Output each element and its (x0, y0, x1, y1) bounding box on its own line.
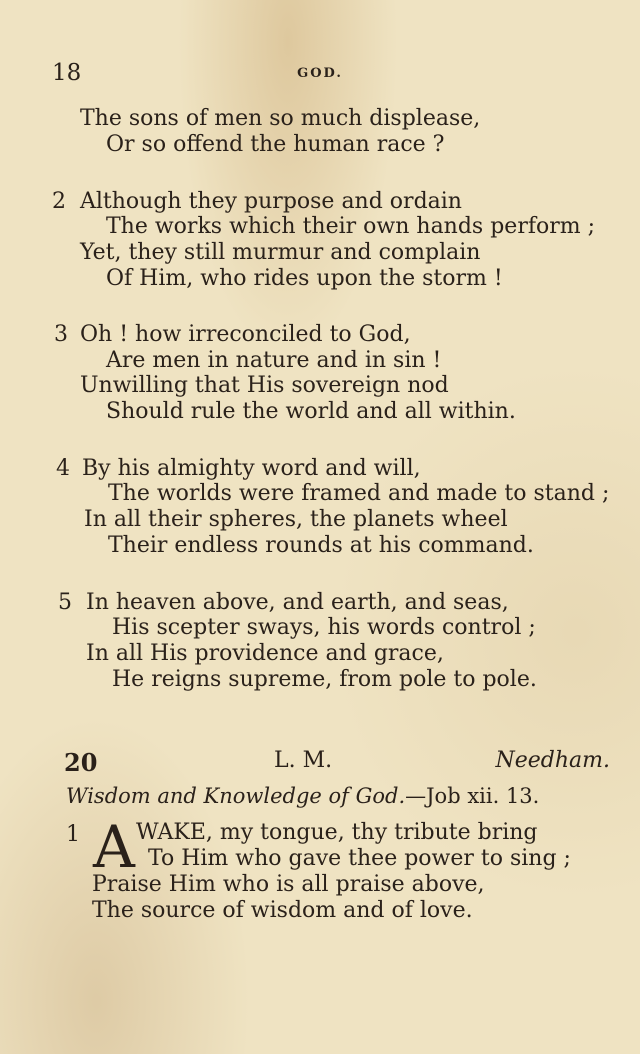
verse-line: To Him who gave thee power to sing ; (148, 846, 571, 871)
running-title: GOD. (297, 66, 343, 81)
verse-line: Although they purpose and ordain (80, 189, 462, 214)
verse-line: In heaven above, and earth, and seas, (86, 590, 509, 615)
verse-line: WAKE, my tongue, thy tribute bring (136, 820, 538, 845)
hymn-subtitle-title: Wisdom and Knowledge of God. (66, 784, 406, 808)
verse-line: Should rule the world and all within. (106, 399, 516, 424)
hymn-meter: L. M. (274, 748, 333, 773)
verse-line: In all His providence and grace, (86, 641, 444, 666)
hymn-subtitle (66, 784, 539, 808)
verse-line: Oh ! how irreconciled to God, (80, 322, 411, 347)
page-number: 18 (52, 60, 82, 86)
verse-number: 4 (56, 456, 70, 481)
verse-line: Of Him, who rides upon the storm ! (106, 266, 503, 291)
drop-cap: A (93, 813, 135, 881)
hymn-subtitle-ref: —Job xii. 13. (405, 784, 540, 808)
verse-line: He reigns supreme, from pole to pole. (112, 667, 537, 692)
verse-line: Yet, they still murmur and complain (80, 240, 481, 265)
opening-line: Or so offend the human race ? (106, 132, 445, 157)
hymn-tune: Needham. (495, 748, 610, 773)
verse-line: By his almighty word and will, (82, 456, 421, 481)
hymn-number: 20 (64, 748, 98, 777)
verse-line: Their endless rounds at his command. (108, 533, 534, 558)
verse-line: His scepter sways, his words control ; (112, 615, 536, 640)
verse-line: The works which their own hands perform ; (106, 214, 596, 239)
verse-line: The source of wisdom and of love. (92, 898, 473, 923)
hymn-heading (64, 748, 610, 778)
verse-number: 2 (52, 189, 66, 214)
verse-number: 3 (54, 322, 68, 347)
verse-line: Praise Him who is all praise above, (92, 872, 485, 897)
verse-line: Are men in nature and in sin ! (106, 348, 442, 373)
opening-line: The sons of men so much displease, (80, 106, 481, 131)
verse-number: 1 (66, 822, 80, 847)
verse-line: Unwilling that His sovereign nod (80, 373, 449, 398)
verse-number: 5 (58, 590, 72, 615)
verse-line: In all their spheres, the planets wheel (84, 507, 508, 532)
verse-line: The worlds were framed and made to stand ; (108, 481, 610, 506)
page-header (52, 60, 588, 90)
